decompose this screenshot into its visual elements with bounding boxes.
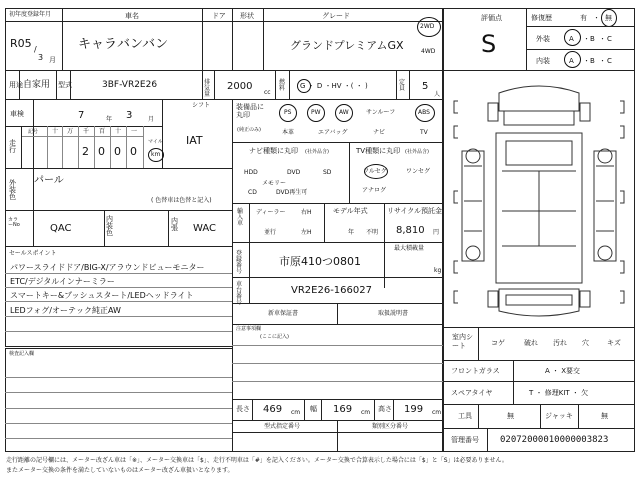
mileage-label: 走行: [9, 139, 16, 154]
km-label: km: [151, 151, 161, 158]
digit-h1: 万: [67, 128, 74, 135]
digit-h0: 十: [52, 128, 59, 135]
equip-pw: PW: [311, 109, 321, 116]
shift-value: IAT: [186, 134, 203, 147]
width-label: 幅: [310, 405, 317, 413]
intgrade-dot-1: ・: [583, 57, 590, 65]
equip-sunroof: サンルーフ: [366, 109, 396, 116]
height-value: 199: [404, 404, 424, 415]
navi-cd: CD: [248, 189, 257, 196]
extgrade-a: A: [569, 35, 574, 43]
exterior-value: パール: [34, 175, 64, 186]
interior-label: 内装色: [106, 215, 113, 237]
car-diagram: [444, 71, 634, 327]
extgrade-dot-2: ・: [599, 35, 606, 43]
length-unit: cm: [291, 409, 301, 416]
model-value: 3BF-VR2E26: [102, 80, 158, 90]
import-left: 左H: [301, 229, 312, 236]
plate-label: 登録番号: [236, 250, 243, 275]
sales-line-2: ETC/デジタルインナーミラー: [10, 277, 115, 286]
chassis-label: 車台番号: [236, 281, 243, 306]
intgrade-c: C: [607, 57, 612, 65]
capacity-label: 定員: [399, 79, 406, 92]
jack-label: ジャッキ: [545, 412, 573, 420]
typeno-label: 型式指定番号: [264, 423, 301, 430]
navi-sub: (社外品含): [305, 149, 329, 155]
digit-v2: 2: [82, 145, 89, 158]
sales-label: セールスポイント: [9, 250, 57, 257]
score-label: 評価点: [481, 14, 502, 22]
footer-line-1: 走行距離の記号欄には、メーター改ざん車は「※」、メーター交換車は「$」、走行不明車は「#」を記入ください。メーター交換で合算表示した場合には「$」と「S」は必要ありません。: [6, 457, 508, 464]
capacity-unit: 人: [434, 91, 441, 98]
inspector-label: 検査記入欄: [9, 351, 35, 357]
score-value: S: [481, 30, 497, 58]
car-header: 車名: [125, 12, 139, 20]
equip-sub: (純正のみ): [237, 127, 261, 133]
seat-yabure: 破れ: [524, 339, 538, 347]
colorno-value: QAC: [50, 223, 72, 234]
intgrade-a: A: [569, 57, 574, 65]
navi-dvdplay: DVD再生可: [276, 189, 308, 196]
inspect-year: 7: [78, 110, 85, 121]
capacity-value: 5: [422, 81, 429, 92]
inspect-month-unit: 月: [148, 116, 155, 123]
plate-value: 市原410つ0801: [279, 255, 361, 268]
extgrade-c: C: [607, 35, 612, 43]
sales-line-1: パワースライドドア/BIG-X/アラウンドビューモニター: [10, 263, 205, 272]
grade-header: グレード: [322, 12, 350, 20]
notes-label: 注意事項欄: [236, 326, 262, 332]
fuel-label: 燃料: [279, 79, 286, 92]
seat-koge: コゲ: [491, 339, 505, 347]
shift-label: シフト: [192, 102, 211, 109]
tools-value: 無: [507, 412, 514, 420]
tv-fullseg: フルセグ: [363, 168, 387, 175]
digit-h5: 一: [131, 128, 138, 135]
navi-dvd: DVD: [287, 169, 301, 176]
spare-value: T ・ 修理KIT ・ 欠: [529, 389, 589, 397]
repair-dot: ・: [593, 14, 600, 22]
navi-title: ナビ種類に丸印: [249, 147, 298, 155]
recycle-unit: 円: [433, 229, 440, 236]
seat-kizu: キズ: [607, 339, 621, 347]
exterior-note: ( 色替車は色替と記入): [151, 197, 212, 204]
navi-memory: メモリー: [262, 180, 287, 187]
mgmt-value: 02072000010000003823: [500, 435, 609, 445]
reg-era: R05: [10, 37, 32, 50]
trim-value: WAC: [193, 223, 216, 234]
exterior-label: 外装色: [9, 179, 16, 201]
reg-month-unit: 月: [49, 56, 56, 64]
chassis-value: VR2E26-166027: [291, 285, 372, 296]
import-right: 右H: [301, 209, 312, 216]
modelyear-year: 年: [348, 229, 355, 236]
inspect-label: 車検: [10, 110, 24, 118]
import-dealer: ディーラー: [256, 209, 286, 216]
height-unit: cm: [432, 409, 442, 416]
footer-line-2: またメーター交換の条件を満たしていないものはメーター改ざん車扱いとなります。: [6, 467, 234, 474]
equip-abs: ABS: [418, 109, 430, 116]
tv-analog: アナログ: [362, 187, 387, 194]
intgrade-label: 内装: [536, 57, 550, 65]
disp-value: 2000: [227, 81, 253, 92]
jack-value: 無: [601, 412, 608, 420]
mile-label: マイル: [148, 139, 163, 145]
tv-sub: (社外品含): [405, 149, 429, 155]
recycle-label: リサイクル預託金: [387, 207, 443, 215]
car-name: キャラバンバン: [78, 37, 169, 52]
recycle-value: 8,810: [396, 225, 425, 236]
notes-hint: (ここに記入): [260, 334, 289, 340]
repair-label: 修復歴: [531, 14, 552, 22]
mgmt-label: 管理番号: [451, 436, 479, 444]
repair-yes: 有: [580, 14, 587, 22]
windshield-label: フロントガラス: [451, 367, 500, 375]
use-label: 用途: [9, 81, 23, 89]
grade-value: グランドプレミアムGX: [290, 39, 404, 52]
digit-v3: 0: [98, 145, 105, 158]
reg-header: 初年度登録年月: [9, 11, 52, 18]
digit-v4: 0: [114, 145, 121, 158]
length-label: 長さ: [236, 405, 250, 413]
modelyear-unknown: 不明: [366, 229, 379, 236]
colorno-label: カラーNo: [8, 217, 20, 228]
navi-sd: SD: [323, 169, 332, 176]
tv-title: TV種類に丸印: [356, 147, 401, 155]
equip-leather: 本革: [282, 129, 295, 136]
extgrade-label: 外装: [536, 35, 550, 43]
inspect-month: 3: [126, 110, 133, 121]
repair-no: 無: [605, 14, 612, 22]
spare-label: スペアタイヤ: [451, 389, 493, 397]
disp-label: 排気量: [204, 79, 211, 98]
manual-label: 取扱説明書: [378, 310, 409, 317]
digit-h3: 百: [99, 128, 106, 135]
windshield-value: A ・ X要交: [545, 367, 581, 375]
inspect-year-unit: 年: [106, 116, 113, 123]
maxload-label: 最大積載量: [394, 245, 425, 252]
height-label: 高さ: [378, 405, 392, 413]
equip-aw: AW: [339, 109, 349, 116]
door-header: ドア: [212, 12, 226, 20]
equip-navi: ナビ: [373, 129, 386, 136]
shape-header: 形状: [240, 12, 254, 20]
import-parallel: 並行: [264, 229, 277, 236]
drive-2wd: 2WD: [420, 23, 435, 30]
digit-h4: 十: [115, 128, 122, 135]
mileage-sub: 記号: [28, 129, 39, 135]
equip-tv: TV: [420, 129, 428, 136]
inspector-block: [5, 348, 233, 452]
equip-title: 装備品に丸印: [236, 103, 264, 120]
extgrade-dot-1: ・: [583, 35, 590, 43]
width-unit: cm: [361, 409, 371, 416]
equip-ps: PS: [284, 109, 292, 116]
classno-label: 類別区分番号: [372, 423, 409, 430]
navi-hdd: HDD: [244, 169, 258, 176]
tools-label: 工具: [458, 412, 472, 420]
seat-ana: 穴: [582, 339, 589, 347]
intgrade-b: B: [590, 57, 595, 65]
use-value: 自家用: [23, 80, 51, 90]
tv-oneseg: ワンセグ: [406, 168, 431, 175]
sales-line-3: スマートキー&プッシュスタート/LEDヘッドライト: [10, 291, 194, 300]
import-label: 輸入車: [237, 208, 244, 227]
model-label: 型式: [58, 81, 72, 89]
digit-v5: 0: [130, 145, 137, 158]
maxload-unit: kg: [434, 267, 442, 274]
digit-h2: 千: [83, 128, 90, 135]
modelyear-label: モデル年式: [333, 207, 368, 215]
length-value: 469: [263, 404, 283, 415]
drive-4wd: 4WD: [421, 48, 436, 55]
width-value: 169: [333, 404, 353, 415]
seat-yogore: 汚れ: [553, 339, 567, 347]
extgrade-b: B: [590, 35, 595, 43]
sales-line-4: LEDフォグ/オーテック純正AW: [10, 306, 121, 315]
fuel-options: G ・ D ・HV ・( ・ ): [300, 82, 368, 90]
equip-airbag: エアバッグ: [318, 129, 348, 136]
seat-label: 室内シート: [452, 333, 473, 351]
trim-label: 内張: [171, 217, 178, 232]
reg-month: 3: [38, 53, 44, 62]
intgrade-dot-2: ・: [599, 57, 606, 65]
reg-slash: /: [34, 45, 37, 54]
warranty-label: 新車保証書: [268, 310, 299, 317]
disp-unit: cc: [264, 89, 271, 96]
